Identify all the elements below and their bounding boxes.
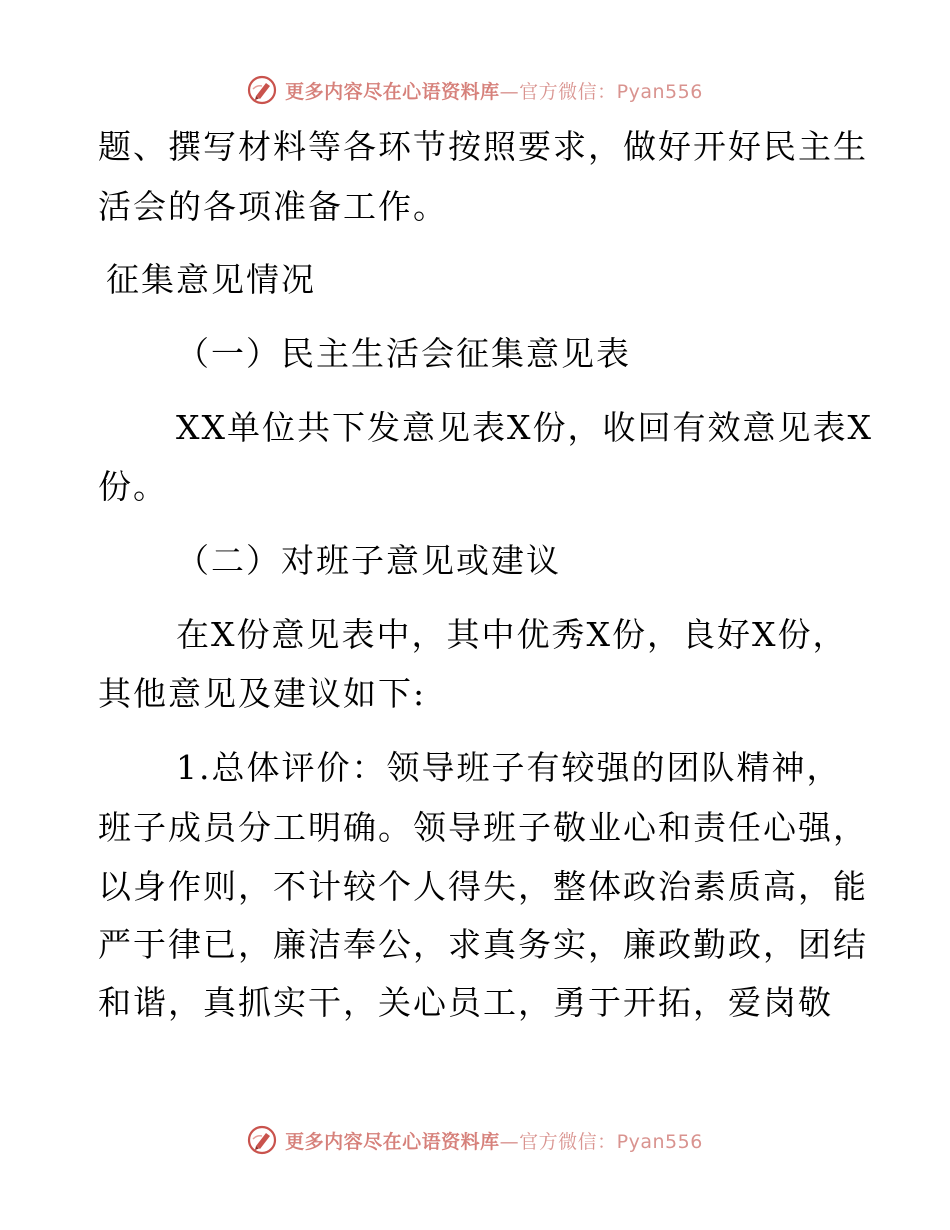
watermark-text [285,77,703,104]
watermark-main-text: 更多内容尽在心语资料库 [285,80,500,103]
header-watermark [0,70,950,110]
subsection-heading: （一）民主生活会征集意见表 [176,334,631,373]
body-line: XX单位共下发意见表X份，收回有效意见表X [176,408,873,447]
body-line: 活会的各项准备工作。 [98,187,448,226]
body-line: 严于律已，廉洁奉公，求真务实，廉政勤政，团结 [98,925,868,964]
watermark-sub-text: —官方微信：Pyan556 [499,1130,703,1153]
body-line: 在X份意见表中，其中优秀X份，良好X份， [176,615,848,654]
body-line: 以身作则，不计较个人得失，整体政治素质高，能 [98,867,868,906]
subsection-heading: （二）对班子意见或建议 [176,541,561,580]
section-heading: 征集意见情况 [106,260,316,299]
watermark-sub-text: —官方微信：Pyan556 [499,80,703,103]
pen-logo-icon [247,75,277,105]
watermark-main-text: 更多内容尽在心语资料库 [285,1130,500,1153]
body-line: 和谐，真抓实干，关心员工，勇于开拓，爱岗敬 [98,983,833,1022]
footer-watermark [0,1120,950,1160]
watermark-text [285,1127,703,1154]
body-line: 1.总体评价：领导班子有较强的团队精神， [176,748,842,787]
pen-logo-icon [247,1125,277,1155]
body-line: 题、撰写材料等各环节按照要求，做好开好民主生 [98,127,868,166]
body-line: 份。 [98,467,168,506]
body-line: 班子成员分工明确。领导班子敬业心和责任心强， [98,808,868,847]
body-line: 其他意见及建议如下: [98,674,427,713]
